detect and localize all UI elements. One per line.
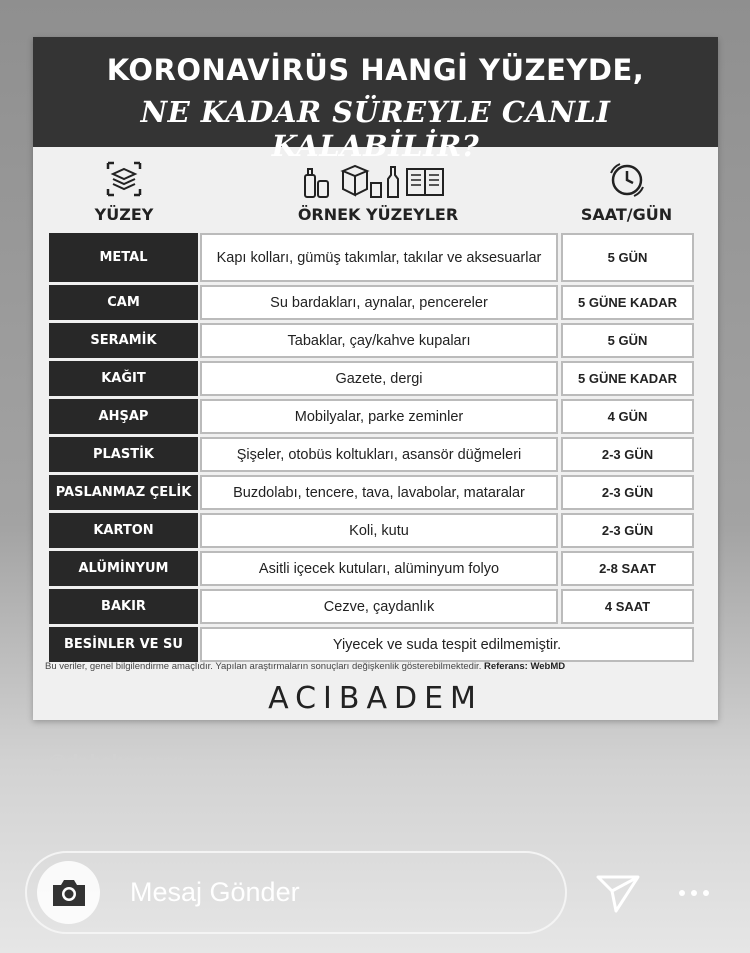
row-time: 5 GÜN (561, 233, 694, 282)
row-examples: Su bardakları, aynalar, pencereler (200, 285, 558, 320)
message-input[interactable]: Mesaj Gönder (130, 877, 300, 907)
row-time: 4 SAAT (561, 589, 694, 624)
row-surface: PASLANMAZ ÇELİK (49, 475, 198, 510)
surface-objects-icon (303, 163, 453, 199)
row-surface: KARTON (49, 513, 198, 548)
row-surface: BESİNLER VE SU (49, 627, 198, 662)
message-bar[interactable] (25, 851, 567, 934)
table-row-last (49, 627, 694, 662)
surface-table (49, 233, 694, 665)
row-surface: AHŞAP (49, 399, 198, 434)
row-examples: Kapı kolları, gümüş takımlar, takılar ve aksesuarlar (200, 233, 558, 282)
row-examples: Gazete, dergi (200, 361, 558, 396)
column-label-time: SAAT/GÜN (580, 205, 673, 224)
row-surface: CAM (49, 285, 198, 320)
row-time: 5 GÜN (561, 323, 694, 358)
row-time: 5 GÜNE KADAR (561, 361, 694, 396)
row-examples: Cezve, çaydanlık (200, 589, 558, 624)
table-row (49, 399, 694, 434)
row-examples: Buzdolabı, tencere, tava, lavabolar, mataralar (200, 475, 558, 510)
footnote-reference: Referans: WebMD (483, 661, 566, 672)
camera-button[interactable] (37, 861, 100, 924)
row-surface: KAĞIT (49, 361, 198, 396)
column-header-time (559, 157, 694, 224)
row-examples: Asitli içecek kutuları, alüminyum folyo (200, 551, 558, 586)
row-time: 2-3 GÜN (561, 437, 694, 472)
row-examples: Şişeler, otobüs koltukları, asansör düğmeleri (200, 437, 558, 472)
row-time: 5 GÜNE KADAR (561, 285, 694, 320)
table-row (49, 589, 694, 624)
send-icon[interactable] (594, 869, 642, 917)
row-time: 2-8 SAAT (561, 551, 694, 586)
column-header-examples (198, 157, 558, 224)
table-row (49, 233, 694, 282)
row-note: Yiyecek ve suda tespit edilmemiştir. (200, 627, 694, 662)
story-username[interactable]: @dr.hakaneren (48, 752, 185, 773)
column-label-examples: ÖRNEK YÜZEYLER (297, 205, 459, 224)
table-row (49, 285, 694, 320)
column-header-surface (49, 157, 199, 224)
row-surface: ALÜMİNYUM (49, 551, 198, 586)
table-row (49, 323, 694, 358)
clock-icon (608, 161, 646, 199)
row-time: 2-3 GÜN (561, 513, 694, 548)
table-row (49, 513, 694, 548)
footnote-text: Bu veriler, genel bilgilendirme amaçlıdır. Yapılan araştırmaların sonuçları değişkenlik gösterebilmektedir. (45, 661, 482, 672)
table-row (49, 437, 694, 472)
footnote (45, 661, 707, 672)
header-title-line2: NE KADAR SÜREYLE CANLI KALABİLİR? (140, 95, 611, 163)
card-header (33, 37, 718, 163)
column-label-surface: YÜZEY (94, 205, 154, 224)
header-title-line1: KORONAVİRÜS HANGİ YÜZEYDE, (106, 53, 645, 87)
info-card (33, 37, 718, 720)
row-surface: METAL (49, 233, 198, 282)
row-surface: BAKIR (49, 589, 198, 624)
more-icon[interactable] (676, 881, 712, 905)
table-row (49, 361, 694, 396)
camera-icon (50, 877, 88, 909)
row-surface: PLASTİK (49, 437, 198, 472)
row-examples: Koli, kutu (200, 513, 558, 548)
row-examples: Mobilyalar, parke zeminler (200, 399, 558, 434)
row-examples: Tabaklar, çay/kahve kupaları (200, 323, 558, 358)
brand-logo: ACIBADEM (268, 681, 483, 716)
layers-icon (104, 159, 144, 199)
table-row (49, 475, 694, 510)
row-surface: SERAMİK (49, 323, 198, 358)
table-row (49, 551, 694, 586)
row-time: 2-3 GÜN (561, 475, 694, 510)
row-time: 4 GÜN (561, 399, 694, 434)
